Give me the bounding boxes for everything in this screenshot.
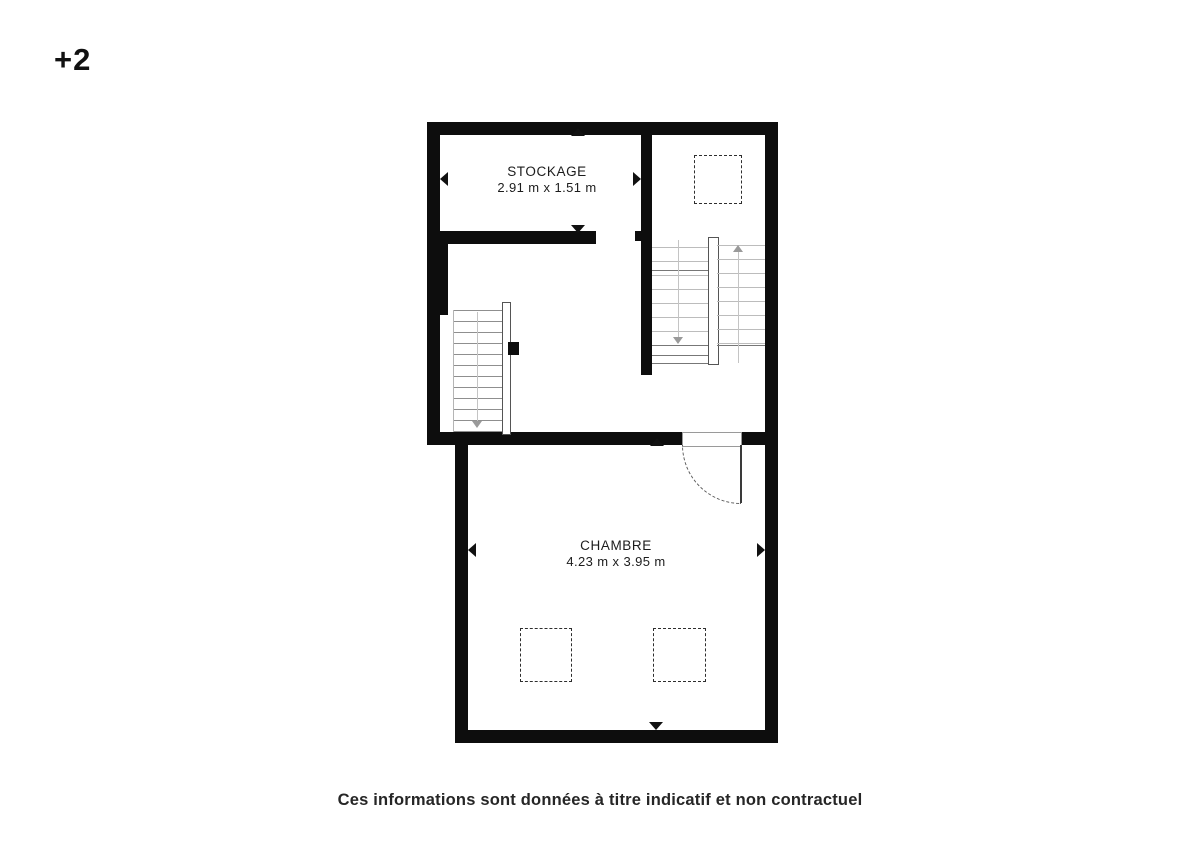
stairs-right-breakline-1: [652, 270, 708, 271]
arrow-down-icon: [571, 225, 585, 233]
arrow-left-icon: [440, 172, 448, 186]
wall-chambre-top-right: [740, 432, 778, 445]
wall-chambre-left: [455, 443, 468, 743]
arrow-right-icon: [633, 172, 641, 186]
arrow-down-icon: [649, 722, 663, 730]
skylight-marker-upper: [694, 155, 742, 204]
room-dimensions: 4.23 m x 3.95 m: [566, 554, 666, 569]
room-label-chambre: [467, 537, 765, 569]
stair-up-arrow-icon: [733, 245, 743, 252]
stairs-right-right-centerline: [738, 252, 739, 363]
room-label-stockage: [447, 163, 647, 195]
skylight-marker-chambre-left: [520, 628, 572, 682]
wall-chambre-bottom: [455, 730, 778, 743]
skylight-marker-chambre-right: [653, 628, 706, 682]
stairs-right-left-centerline: [678, 240, 679, 338]
stairs-right-right-flight: [717, 245, 765, 346]
room-name: STOCKAGE: [507, 164, 587, 179]
arrow-up-icon: [650, 438, 664, 446]
stairs-right-breakline-3: [717, 345, 765, 346]
disclaimer-text: Ces informations sont données à titre indicatif et non contractuel: [337, 791, 863, 809]
wall-divider: [641, 122, 652, 375]
room-name: CHAMBRE: [580, 538, 652, 553]
door-swing-arc: [682, 445, 741, 504]
room-dimensions: 2.91 m x 1.51 m: [497, 180, 597, 195]
stairs-middle-centerline: [477, 312, 478, 424]
wall-divider-stub: [635, 231, 641, 241]
stairs-right-breakline-2: [652, 345, 708, 346]
wall-top: [427, 122, 778, 135]
wall-left-pier: [440, 231, 448, 315]
arrow-left-icon: [468, 543, 476, 557]
floor-level-label: +2: [54, 42, 92, 77]
wall-left-upper: [427, 122, 440, 445]
stairs-middle-stringer-wall: [502, 302, 511, 435]
arrow-right-icon: [757, 543, 765, 557]
stair-down-arrow-icon: [673, 337, 683, 344]
arrow-up-icon: [571, 128, 585, 136]
stair-post: [508, 342, 519, 355]
stair-down-arrow-icon: [472, 421, 482, 428]
